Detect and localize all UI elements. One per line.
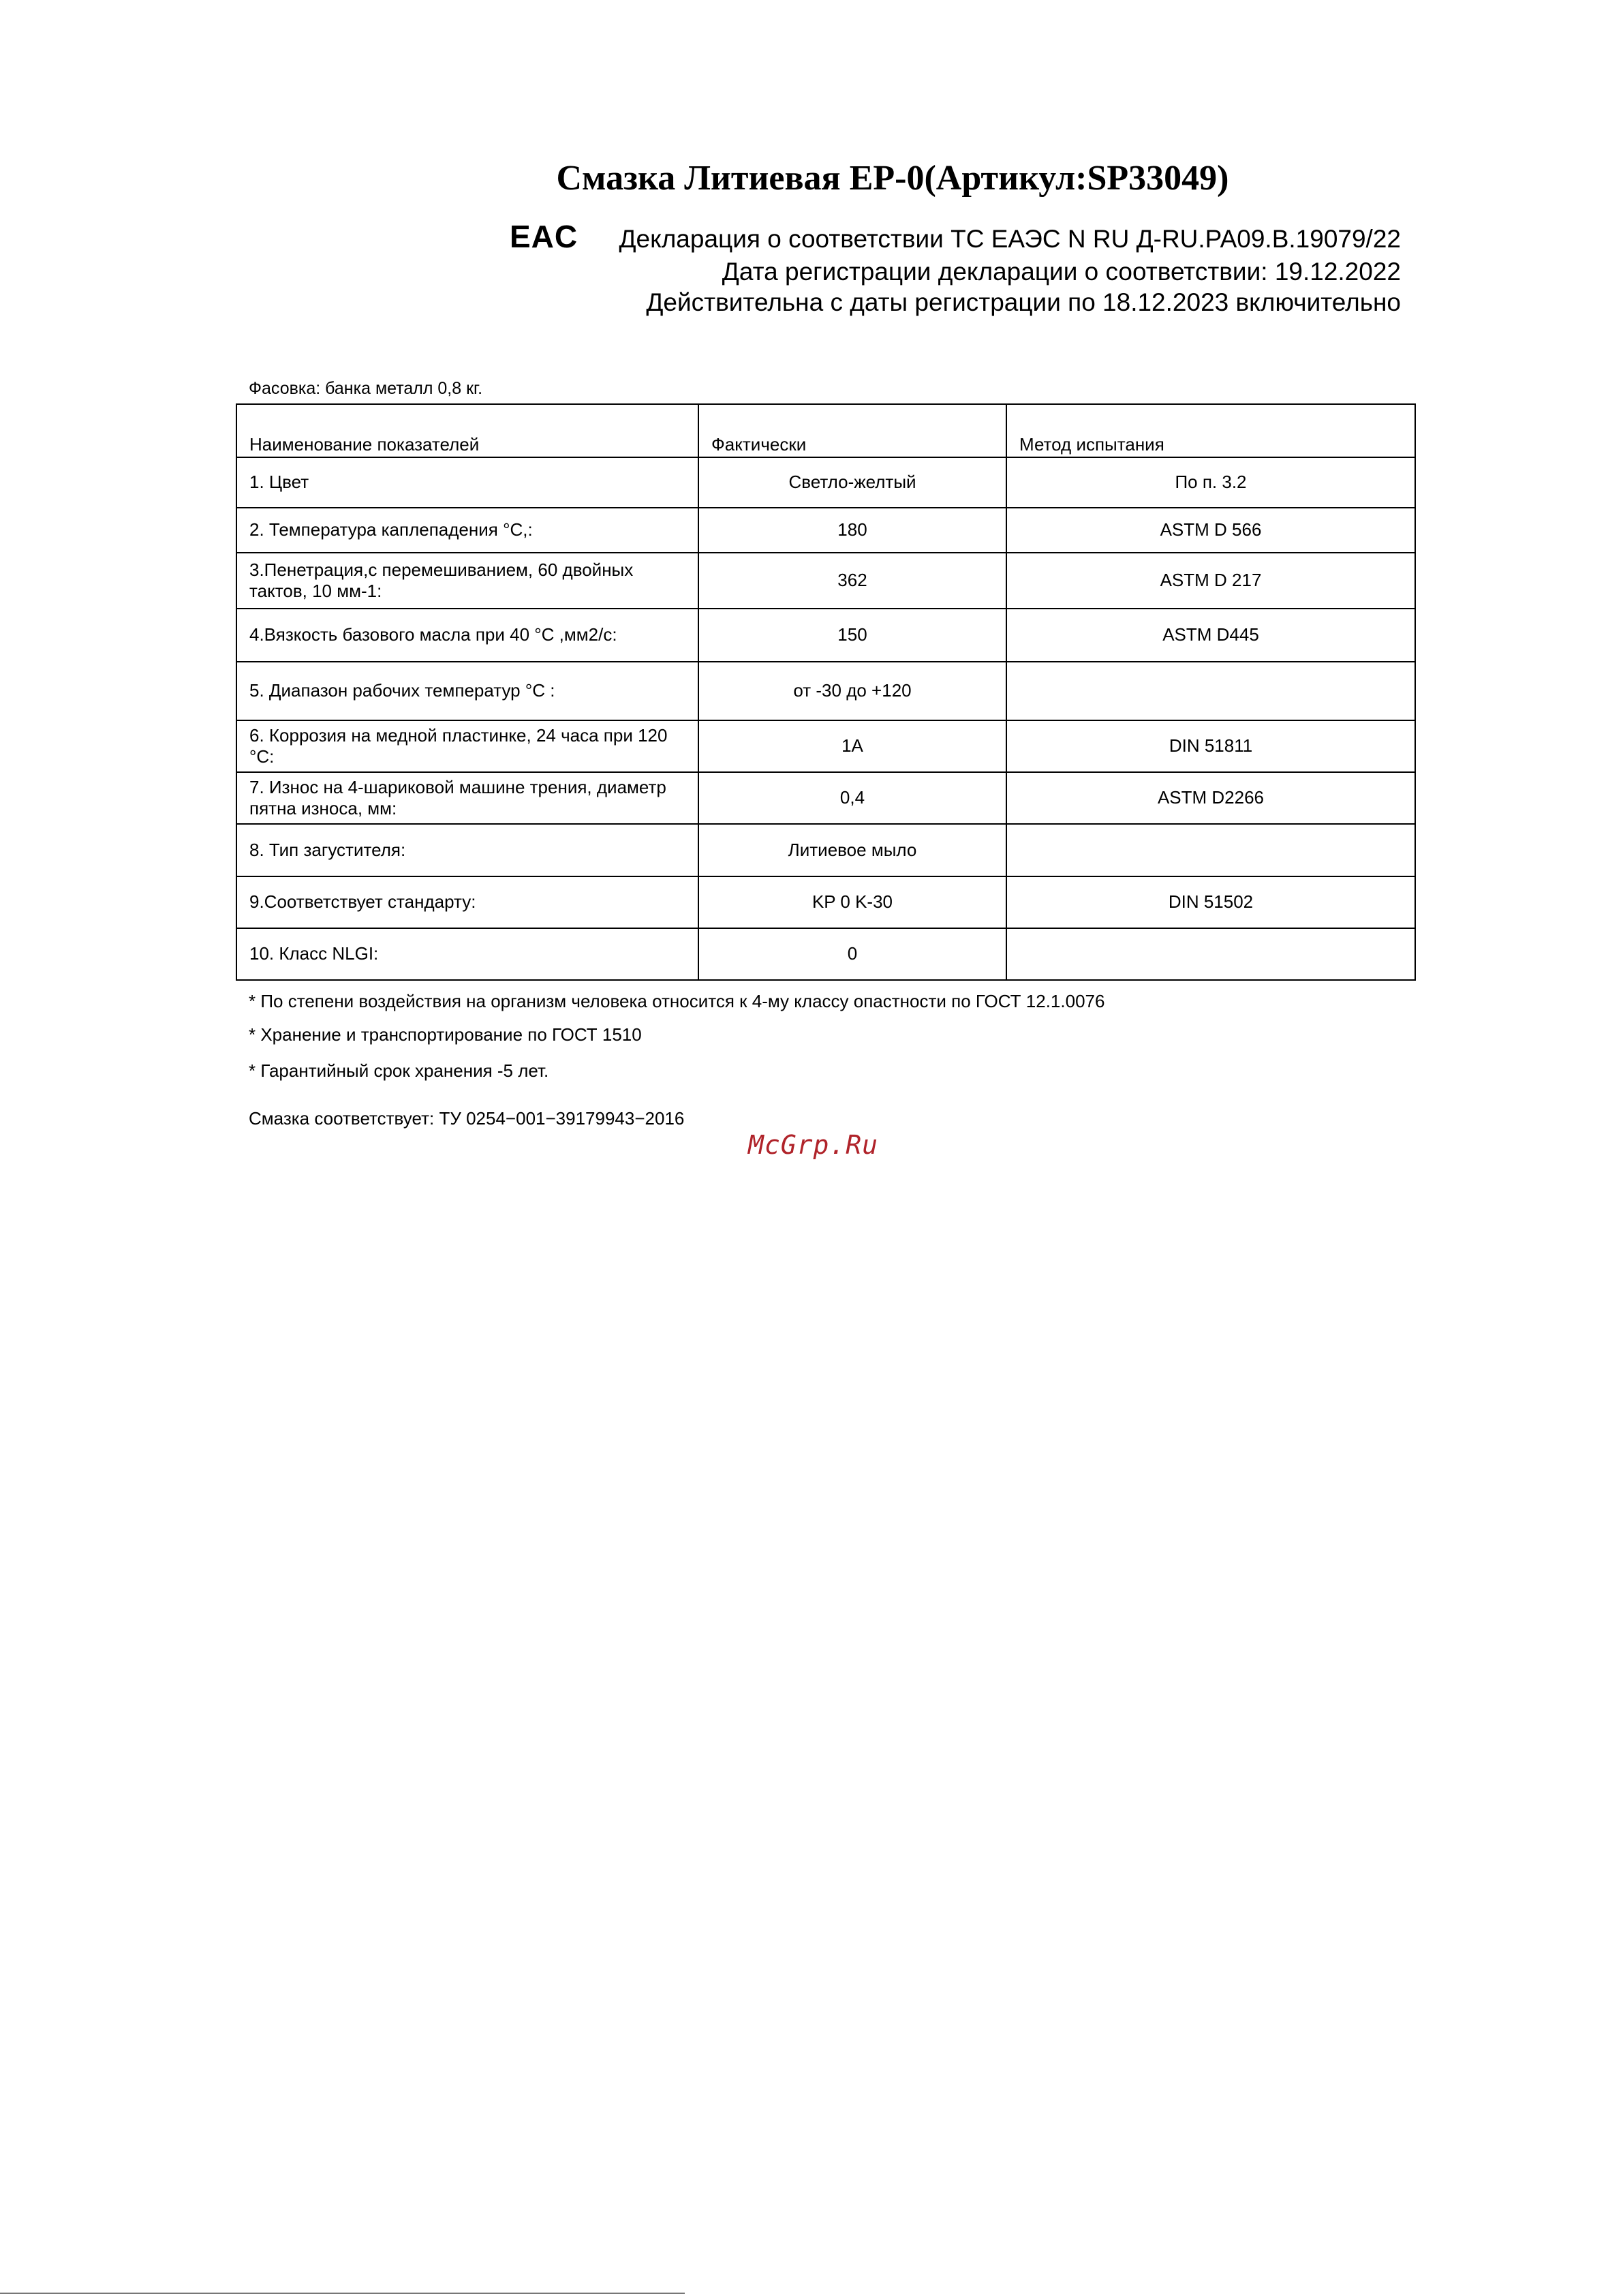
row-method: По п. 3.2 (1006, 457, 1415, 508)
row-method (1006, 824, 1415, 876)
row-value: 1A (698, 720, 1006, 772)
table-row (236, 824, 1415, 876)
packaging-info: Фасовка: банка металл 0,8 кг. (249, 379, 483, 398)
table-row (236, 662, 1415, 720)
row-name: 7. Износ на 4-шариковой машине трения, диаметр пятна износа, мм: (236, 772, 698, 824)
row-name: 8. Тип загустителя: (236, 824, 698, 876)
row-name: 10. Класс NLGI: (236, 928, 698, 980)
row-method: ASTM D2266 (1006, 772, 1415, 824)
row-value: 0,4 (698, 772, 1006, 824)
row-value: 362 (698, 553, 1006, 609)
eac-mark: EAC (510, 219, 578, 254)
row-value: Литиевое мыло (698, 824, 1006, 876)
note-shelf-life: * Гарантийный срок хранения -5 лет. (249, 1060, 549, 1081)
header-indicator-name: Наименование показателей (236, 404, 698, 457)
table-row (236, 609, 1415, 662)
row-method: ASTM D 217 (1006, 553, 1415, 609)
row-method (1006, 928, 1415, 980)
row-method: DIN 51811 (1006, 720, 1415, 772)
header-test-method: Метод испытания (1006, 404, 1415, 457)
row-value: 180 (698, 508, 1006, 553)
row-name: 1. Цвет (236, 457, 698, 508)
specifications-table (236, 403, 1416, 981)
row-method: ASTM D 566 (1006, 508, 1415, 553)
table-row (236, 772, 1415, 824)
row-name: 3.Пенетрация,с перемешиванием, 60 двойных тактов, 10 мм-1: (236, 553, 698, 609)
header-actual: Фактически (698, 404, 1006, 457)
row-method (1006, 662, 1415, 720)
row-name: 5. Диапазон рабочих температур °C : (236, 662, 698, 720)
validity-period: Действительна с даты регистрации по 18.12.2023 включительно (646, 288, 1401, 316)
table-row (236, 928, 1415, 980)
row-name: 6. Коррозия на медной пластинке, 24 часа при 120 °C: (236, 720, 698, 772)
compliance-statement: Смазка соответствует: ТУ 0254−001−39179943−2016 (249, 1108, 685, 1129)
row-method: ASTM D445 (1006, 609, 1415, 662)
watermark: McGrp.Ru (748, 1130, 879, 1160)
table-row (236, 553, 1415, 609)
table-header-row (236, 404, 1415, 457)
row-name: 4.Вязкость базового масла при 40 °C ,мм2/с: (236, 609, 698, 662)
row-value: 150 (698, 609, 1006, 662)
note-hazard-class: * По степени воздействия на организм человека относится к 4-му классу опастности по ГОСТ 12.1.0076 (249, 991, 1105, 1011)
row-name: 2. Температура каплепадения °C,: (236, 508, 698, 553)
table-row (236, 720, 1415, 772)
row-value: Светло-желтый (698, 457, 1006, 508)
row-value: KP 0 K-30 (698, 876, 1006, 928)
footer-divider (0, 2293, 685, 2294)
table-row (236, 876, 1415, 928)
registration-date: Дата регистрации декларации о соответствии: 19.12.2022 (722, 258, 1401, 286)
row-name: 9.Соответствует стандарту: (236, 876, 698, 928)
declaration-number: Декларация о соответствии ТС ЕАЭС N RU Д-RU.PA09.B.19079/22 (619, 225, 1401, 253)
row-value: 0 (698, 928, 1006, 980)
row-value: от -30 до +120 (698, 662, 1006, 720)
table-row (236, 508, 1415, 553)
row-method: DIN 51502 (1006, 876, 1415, 928)
note-storage: * Хранение и транспортирование по ГОСТ 1510 (249, 1024, 642, 1045)
table-row (236, 457, 1415, 508)
document-title: Смазка Литиевая EP-0(Артикул:SP33049) (556, 159, 1229, 198)
